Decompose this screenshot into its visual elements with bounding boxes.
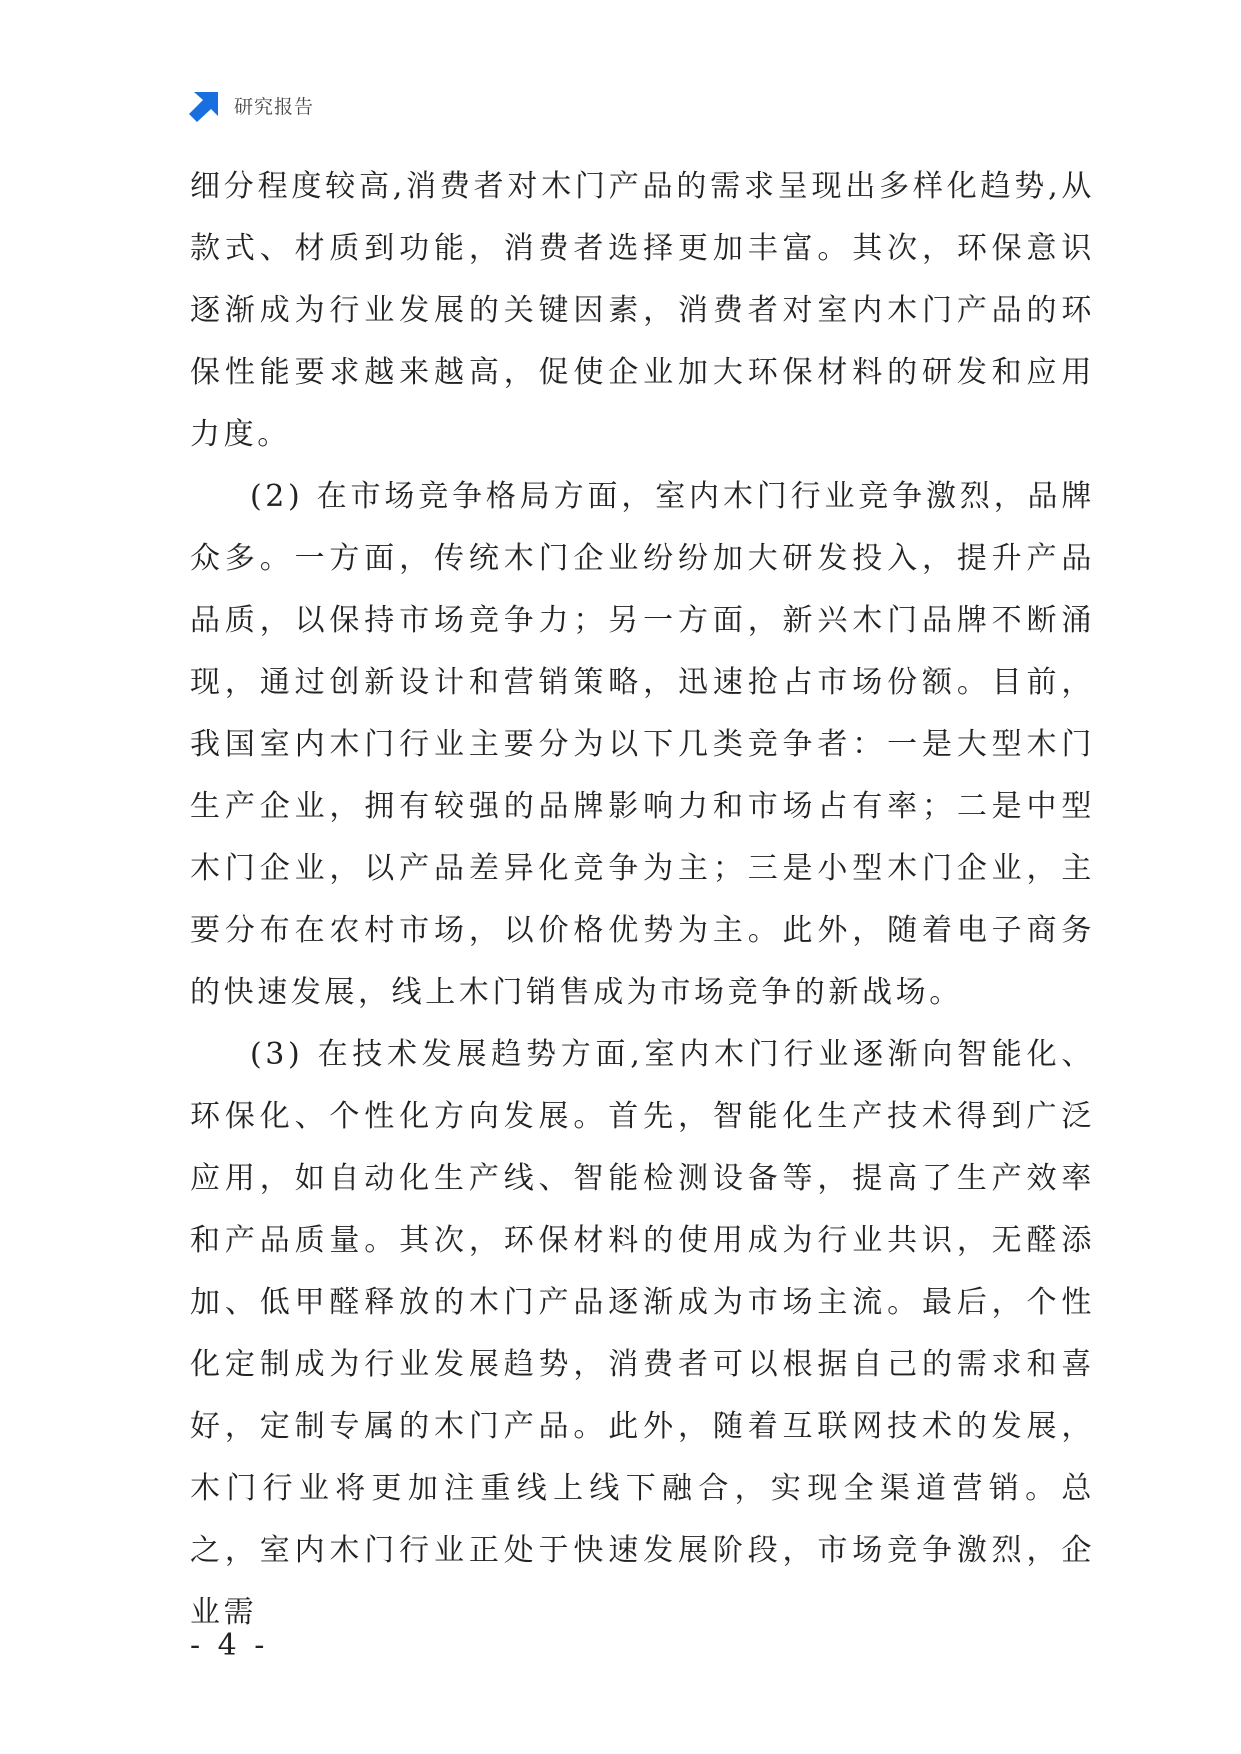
paragraph-1: 细分程度较高,消费者对木门产品的需求呈现出多样化趋势,从款式、材质到功能，消费者选择更加丰富。其次，环保意识逐渐成为行业发展的关键因素，消费者对室内木门产品的环保性能要求越来越高，促使企业加大环保材料的研发和应用力度。 (190, 169, 1095, 452)
document-body (190, 156, 1095, 1644)
page-header (188, 88, 314, 122)
paragraph-2: (2) 在市场竞争格局方面，室内木门行业竞争激烈，品牌众多。一方面，传统木门企业纷纷加大研发投入，提升产品品质，以保持市场竞争力；另一方面，新兴木门品牌不断涌现，通过创新设计和营销策略，迅速抢占市场份额。目前，我国室内木门行业主要分为以下几类竞争者：一是大型木门生产企业，拥有较强的品牌影响力和市场占有率；二是中型木门企业，以产品差异化竞争为主；三是小型木门企业，主要分布在农村市场，以价格优势为主。此外，随着电子商务的快速发展，线上木门销售成为市场竞争的新战场。 (190, 479, 1095, 1010)
page-number: - 4 - (190, 1628, 269, 1663)
paragraph-3: (3) 在技术发展趋势方面,室内木门行业逐渐向智能化、环保化、个性化方向发展。首先，智能化生产技术得到广泛应用，如自动化生产线、智能检测设备等，提高了生产效率和产品质量。其次，环保材料的使用成为行业共识，无醛添加、低甲醛释放的木门产品逐渐成为市场主流。最后，个性化定制成为行业发展趋势，消费者可以根据自己的需求和喜好，定制专属的木门产品。此外，随着互联网技术的发展，木门行业将更加注重线上线下融合，实现全渠道营销。总之，室内木门行业正处于快速发展阶段，市场竞争激烈，企业需 (190, 1037, 1095, 1630)
header-title: 研究报告 (234, 95, 315, 118)
arrow-up-right-icon (188, 88, 222, 122)
